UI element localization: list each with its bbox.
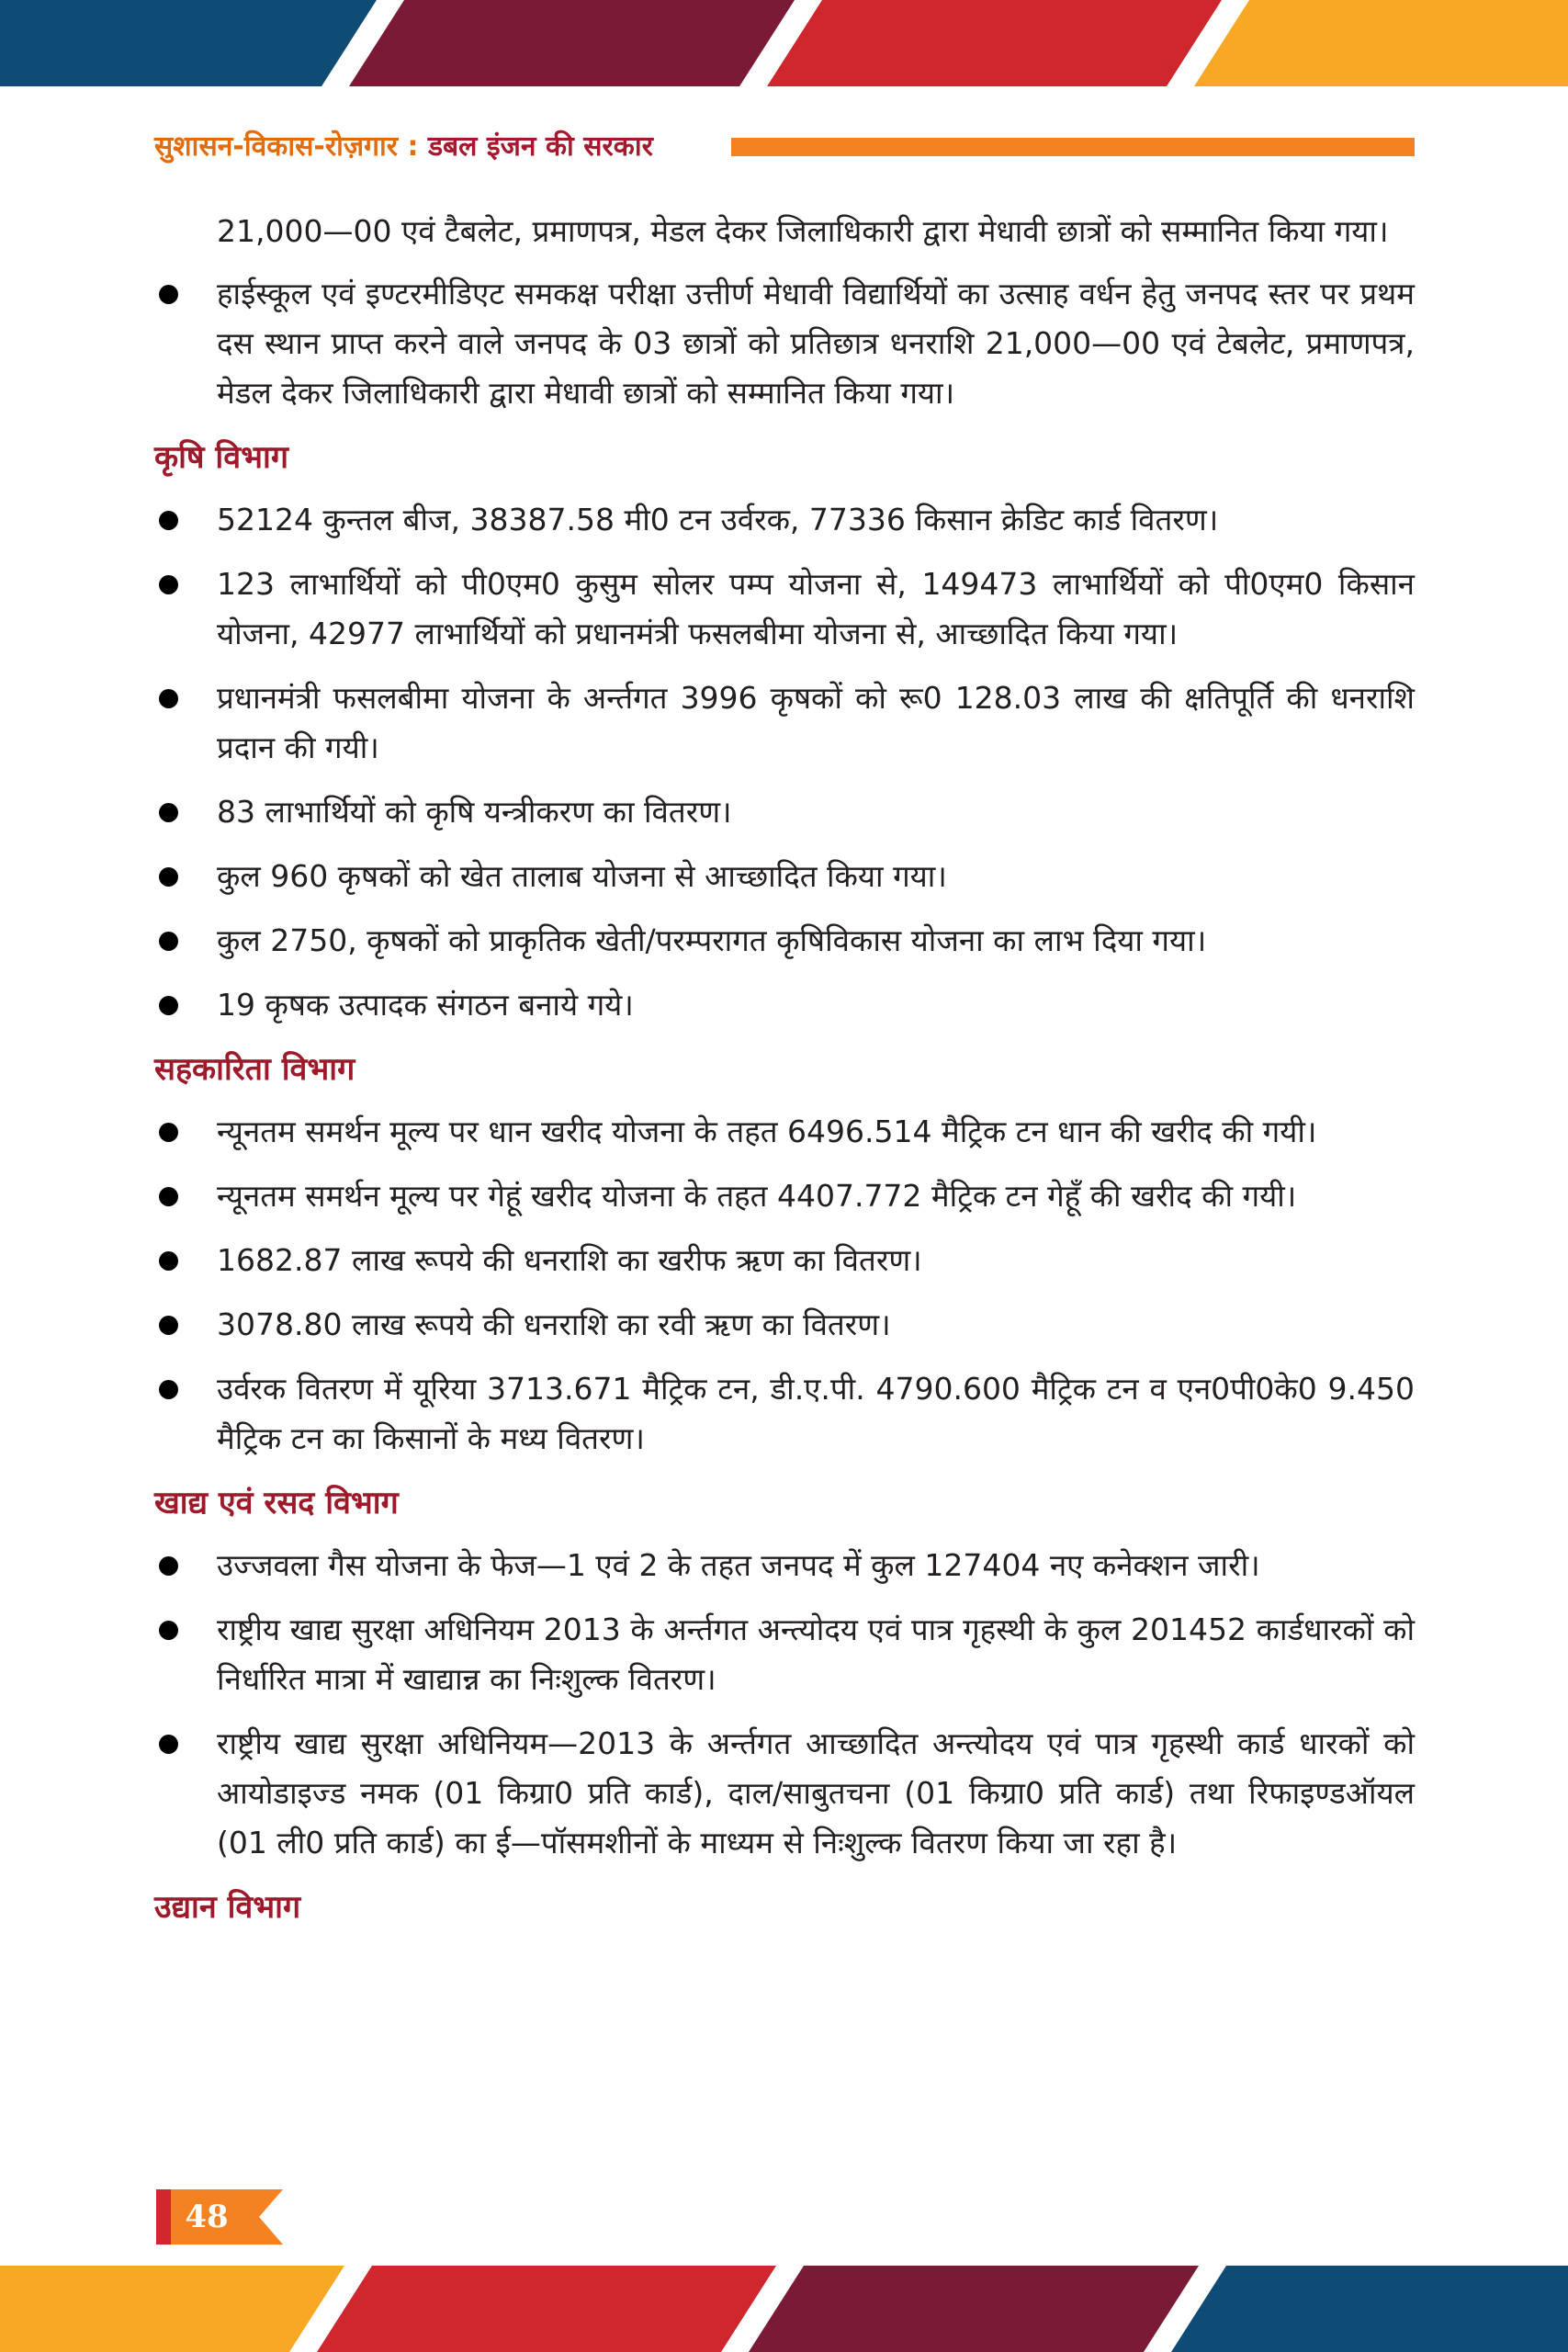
list-item-text: 52124 कुन्तल बीज, 38387.58 मी0 टन उर्वरक, 77336 किसान क्रेडिट कार्ड वितरण। xyxy=(217,502,1219,537)
list-item-text: प्रधानमंत्री फसलबीमा योजना के अर्न्तगत 3996 कृषकों को रू0 128.03 लाख की क्षतिपूर्ति की धनराशि प्रदान की गयी। xyxy=(217,680,1415,765)
list-item xyxy=(154,1541,1415,1590)
list-item xyxy=(154,560,1415,659)
list-item-text: उज्जवला गैस योजना के फेज—1 एवं 2 के तहत जनपद में कुल 127404 नए कनेक्शन जारी। xyxy=(217,1547,1260,1583)
list-item xyxy=(154,1719,1415,1868)
list-item-text: 19 कृषक उत्पादक संगठन बनाये गये। xyxy=(217,987,634,1023)
bullet-icon xyxy=(159,1380,178,1399)
list-item-text: न्यूनतम समर्थन मूल्य पर धान खरीद योजना के तहत 6496.514 मैट्रिक टन धान की खरीद की गयी। xyxy=(217,1114,1317,1149)
bullet-icon xyxy=(159,1735,178,1754)
bottom-color-band xyxy=(0,2266,1568,2352)
list-item xyxy=(154,673,1415,773)
list-item-text: 3078.80 लाख रूपये की धनराशि का रवी ऋण का वितरण। xyxy=(217,1306,891,1342)
page-number-tab xyxy=(156,2189,285,2245)
header-title-part2: डबल इंजन की सरकार xyxy=(427,130,653,163)
list-item-text: हाईस्कूल एवं इण्टरमीडिएट समकक्ष परीक्षा उत्तीर्ण मेधावी विद्यार्थियों का उत्साह वर्धन हेतु जनपद स्तर पर प्रथम दस स्थान प्राप्त करने वाले जनपद के 03 छात्रों को प्रतिछात्र धनराशि 21,000—00 एवं टेबलेट, प्रमाणपत्र, मेडल देकर जिलाधिकारी द्वारा मेधावी छात्रों को सम्मानित किया गया। xyxy=(217,276,1415,411)
section-food-supply xyxy=(154,1478,1415,1868)
list-item-text: 83 लाभार्थियों को कृषि यन्त्रीकरण का वितरण। xyxy=(217,794,732,830)
list-item xyxy=(154,980,1415,1030)
bullet-icon xyxy=(159,996,178,1015)
section-cooperative xyxy=(154,1045,1415,1464)
bullet-icon xyxy=(159,1621,178,1640)
list-item xyxy=(154,787,1415,837)
list-item xyxy=(154,1364,1415,1464)
list-item-text: राष्ट्रीय खाद्य सुरक्षा अधिनियम 2013 के अर्न्तगत अन्त्योदय एवं पात्र गृहस्थी के कुल 201452 कार्डधारकों को निर्धारित मात्रा में खाद्यान्न का निःशुल्क वितरण। xyxy=(217,1611,1415,1697)
list-item-text: उर्वरक वितरण में यूरिया 3713.671 मैट्रिक टन, डी.ए.पी. 4790.600 मैट्रिक टन व एन0पी0के0 9.450 मैट्रिक टन का किसानों के मध्य वितरण। xyxy=(217,1371,1415,1456)
list-item xyxy=(154,1605,1415,1704)
bullet-icon xyxy=(159,803,178,822)
section-horticulture xyxy=(154,1883,1415,1932)
header-title-part1: सुशासन-विकास-रोज़गार : xyxy=(154,130,428,163)
list-item-text: 123 लाभार्थियों को पी0एम0 कुसुम सोलर पम्प योजना से, 149473 लाभार्थियों को पी0एम0 किसान योजना, 42977 लाभार्थियों को प्रधानमंत्री फसलबीमा योजना से, आच्छादित किया गया। xyxy=(217,566,1415,651)
bullet-icon xyxy=(159,511,178,530)
section-heading: सहकारिता विभाग xyxy=(154,1051,355,1088)
top-color-band xyxy=(0,0,1568,86)
bullet-icon xyxy=(159,1123,178,1142)
running-header xyxy=(154,127,1415,167)
list-item xyxy=(154,1236,1415,1285)
section-agriculture xyxy=(154,433,1415,1030)
list-item-text: कुल 960 कृषकों को खेत तालाब योजना से आच्छादित किया गया। xyxy=(217,858,947,894)
header-rule xyxy=(731,138,1415,156)
bullet-icon xyxy=(159,575,178,594)
section-heading: कृषि विभाग xyxy=(154,439,288,476)
page-number: 48 xyxy=(185,2199,229,2235)
intro-continuation: 21,000—00 एवं टैबलेट, प्रमाणपत्र, मेडल देकर जिलाधिकारी द्वारा मेधावी छात्रों को सम्मानित किया गया। xyxy=(217,213,1389,249)
list-item-text: न्यूनतम समर्थन मूल्य पर गेहूं खरीद योजना के तहत 4407.772 मैट्रिक टन गेहूॅं की खरीद की गयी। xyxy=(217,1178,1297,1214)
bullet-icon xyxy=(159,1556,178,1576)
list-item xyxy=(154,916,1415,966)
list-item-text: 1682.87 लाख रूपये की धनराशि का खरीफ ऋण का वितरण। xyxy=(217,1242,922,1278)
bullet-icon xyxy=(159,689,178,708)
list-item xyxy=(154,852,1415,901)
bullet-icon xyxy=(159,1251,178,1271)
section-heading: खाद्य एवं रसद विभाग xyxy=(154,1485,399,1521)
bullet-icon xyxy=(159,1316,178,1335)
bullet-icon xyxy=(159,285,178,304)
list-item xyxy=(154,1107,1415,1157)
bullet-icon xyxy=(159,932,178,951)
list-item-text: राष्ट्रीय खाद्य सुरक्षा अधिनियम—2013 के अर्न्तगत आच्छादित अन्त्योदय एवं पात्र गृहस्थी कार्ड धारकों को आयोडाइज्ड नमक (01 किग्रा0 प्रति कार्ड), दाल/साबुतचना (01 किग्रा0 प्रति कार्ड) तथा रिफाइण्डऑयल (01 ली0 प्रति कार्ड) का ई—पॉसमशीनों के माध्यम से निःशुल्क वितरण किया जा रहा है। xyxy=(217,1725,1415,1860)
header-title xyxy=(154,127,653,167)
bullet-icon xyxy=(159,1187,178,1206)
list-item xyxy=(154,1300,1415,1350)
list-item xyxy=(154,269,1415,418)
section-heading: उद्यान विभाग xyxy=(154,1889,301,1926)
list-item-text: कुल 2750, कृषकों को प्राकृतिक खेती/परम्परागत कृषिविकास योजना का लाभ दिया गया। xyxy=(217,922,1207,958)
page-content xyxy=(154,207,1415,1945)
list-item xyxy=(154,1171,1415,1221)
bullet-icon xyxy=(159,867,178,887)
list-item xyxy=(154,495,1415,545)
